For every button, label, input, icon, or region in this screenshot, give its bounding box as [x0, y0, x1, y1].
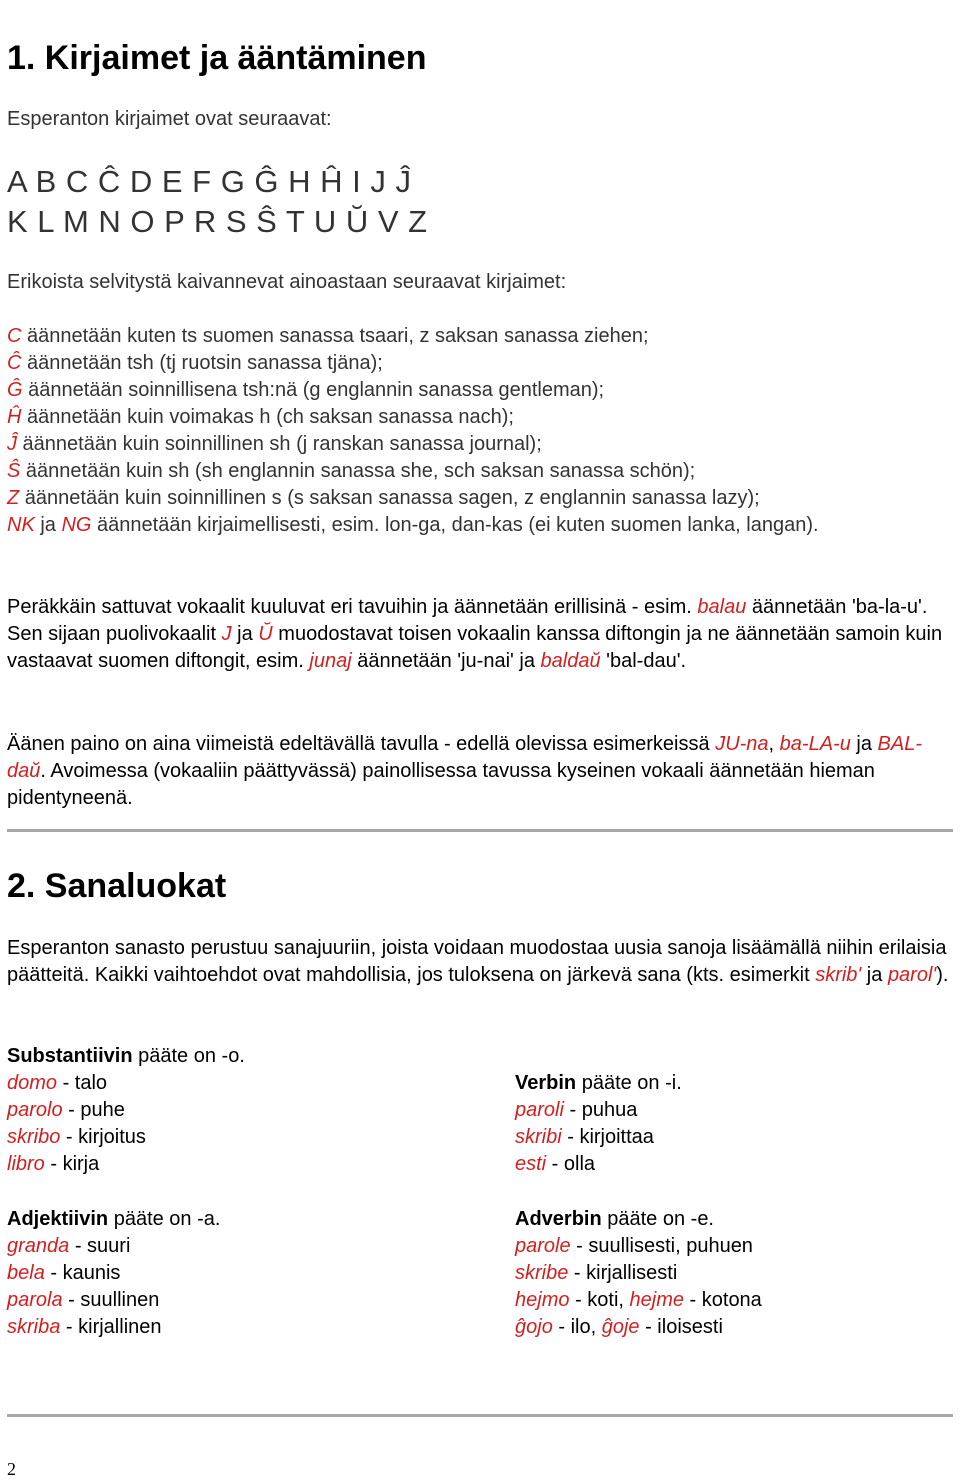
letter-description: äännetään kuten ts suomen sanassa tsaari, z saksan sanassa ziehen;: [21, 325, 649, 347]
alphabet-row-2: K L M N O P R S Ŝ T U Ŭ V Z: [7, 204, 428, 239]
letter-rule: [7, 377, 604, 404]
letter: Ĥ: [7, 406, 22, 428]
translation: - kirjallisesti: [568, 1262, 678, 1284]
example-item: [7, 1260, 220, 1287]
nk-ng-rule: [7, 512, 953, 539]
noun-block: [7, 1043, 245, 1178]
text: ja: [861, 964, 888, 986]
letter-description: äännetään kuin soinnillinen s (s saksan sanassa sagen, z englannin sanassa lazy);: [19, 487, 760, 509]
adverb-heading: [515, 1206, 762, 1233]
letter: Ĝ: [7, 379, 23, 401]
translation: - ilo,: [552, 1316, 602, 1338]
stress-paragraph: [7, 731, 953, 812]
adjective-heading: [7, 1206, 220, 1233]
translation: - puhua: [563, 1099, 638, 1121]
section-1-title: 1. Kirjaimet ja ääntäminen: [7, 39, 427, 77]
example-word: ĝojo: [515, 1316, 553, 1338]
example-word: granda: [7, 1235, 70, 1257]
translation: - kirjallinen: [60, 1316, 162, 1338]
section-2-title: 2. Sanaluokat: [7, 867, 227, 905]
translation: - suullinen: [62, 1289, 160, 1311]
letter-description: äännetään kuin voimakas h (ch saksan sanassa nach);: [21, 406, 514, 428]
translation: - kirjoittaa: [561, 1126, 654, 1148]
letter-ng: NG: [61, 514, 92, 536]
verb-heading: [515, 1070, 682, 1097]
example-item: [515, 1124, 682, 1151]
text: Peräkkäin sattuvat vokaalit kuuluvat eri tavuihin ja äännetään erillisinä - esim.: [7, 596, 698, 618]
adverb-block: [515, 1206, 762, 1341]
example-word: BAL-daŭ: [7, 733, 922, 782]
example-item: [515, 1287, 762, 1314]
example-word: skribi: [515, 1126, 562, 1148]
adjective-block: [7, 1206, 220, 1341]
translation: - talo: [57, 1072, 108, 1094]
letter: Ŝ: [7, 460, 21, 482]
ending-rule: pääte on -e.: [601, 1208, 714, 1230]
letter: Ĵ: [7, 433, 17, 455]
ending-rule: pääte on -a.: [108, 1208, 221, 1230]
letter-rule: [7, 350, 383, 377]
translation: - kaunis: [44, 1262, 121, 1284]
letter-rule: [7, 458, 695, 485]
translation: - koti,: [569, 1289, 630, 1311]
example-word: parole: [515, 1235, 571, 1257]
nk-ng-description: äännetään kirjaimellisesti, esim. lon-ga, dan-kas (ei kuten suomen lanka, langan).: [91, 514, 819, 536]
letter-description: äännetään soinnillisena tsh:nä (g englannin sanassa gentleman);: [22, 379, 605, 401]
letter: C: [7, 325, 22, 347]
text: muodostavat toisen vokaalin kanssa diftongin ja ne äännetään samoin kuin vastaavat suomen diftongit, esim.: [7, 623, 943, 672]
text: Esperanton sanasto perustuu sanajuuriin, joista voidaan muodostaa uusia sanoja lisäämällä niihin erilaisia päätteitä. Kaikki vaihtoehdot ovat mahdollisia, jos tuloksena on järkevä sana (kts. esimerkit: [7, 937, 947, 986]
example-item: [7, 1124, 245, 1151]
word-class-name: Substantiivin: [7, 1045, 133, 1067]
example-word: paroli: [515, 1099, 564, 1121]
translation: - suullisesti, puhuen: [570, 1235, 753, 1257]
example-word: parola: [7, 1289, 63, 1311]
letter-description: äännetään tsh (tj ruotsin sanassa tjäna);: [21, 352, 383, 374]
example-word: skribo: [7, 1126, 61, 1148]
section-divider: [7, 829, 953, 832]
example-item: [7, 1314, 220, 1341]
letter-rule: [7, 485, 760, 512]
word-class-name: Adverbin: [515, 1208, 602, 1230]
example-word: ĝoje: [601, 1316, 640, 1338]
example-word: parolo: [7, 1099, 63, 1121]
text: Äänen paino on aina viimeistä edeltävällä tavulla - edellä olevissa esimerkeissä: [7, 733, 716, 755]
translation: - kirja: [44, 1153, 100, 1175]
letter-rule: [7, 431, 542, 458]
example-word: esti: [515, 1153, 547, 1175]
verb-block: [515, 1070, 682, 1178]
example-word: baldaŭ: [540, 650, 601, 672]
letter-nk: NK: [7, 514, 35, 536]
example-word: skribe: [515, 1262, 569, 1284]
text: äännetään 'ju-nai' ja: [351, 650, 541, 672]
example-word: hejmo: [515, 1289, 570, 1311]
example-word: bela: [7, 1262, 45, 1284]
translation: - puhe: [62, 1099, 125, 1121]
letter-rule: [7, 323, 649, 350]
page-number: 2: [7, 1459, 16, 1479]
example-item: [7, 1151, 245, 1178]
translation: - kirjoitus: [60, 1126, 146, 1148]
example-item: [515, 1097, 682, 1124]
example-word: balau: [697, 596, 747, 618]
example-word: ba-LA-u: [779, 733, 851, 755]
special-letters-intro: Erikoista selvitystä kaivannevat ainoastaan seuraavat kirjaimet:: [7, 271, 567, 293]
letter-description: äännetään kuin sh (sh englannin sanassa she, sch saksan sanassa schön);: [20, 460, 696, 482]
example-word: skriba: [7, 1316, 61, 1338]
alphabet-intro: Esperanton kirjaimet ovat seuraavat:: [7, 108, 332, 130]
example-word: libro: [7, 1153, 45, 1175]
word-class-name: Adjektiivin: [7, 1208, 109, 1230]
example-word: JU-na: [715, 733, 769, 755]
ending-rule: pääte on -i.: [576, 1072, 682, 1094]
example-word: Ŭ: [258, 623, 273, 645]
vowels-paragraph: [7, 594, 953, 675]
letter-rule: [7, 404, 514, 431]
translation: - suuri: [69, 1235, 131, 1257]
translation: - kotona: [683, 1289, 762, 1311]
translation: - iloisesti: [639, 1316, 723, 1338]
text: äännetään 'ba-la-u'. Sen sijaan puolivokaalit: [7, 596, 928, 645]
example-item: [7, 1070, 245, 1097]
footer-divider: [7, 1414, 953, 1417]
example-item: [7, 1097, 245, 1124]
example-word: junaj: [309, 650, 352, 672]
example-word: parol': [887, 964, 937, 986]
noun-heading: [7, 1043, 245, 1070]
example-item: [515, 1151, 682, 1178]
text: ja: [850, 733, 878, 755]
alphabet-row-1: A B C Ĉ D E F G Ĝ H Ĥ I J Ĵ: [7, 164, 412, 199]
sanaluokat-intro-paragraph: [7, 935, 953, 989]
example-word: J: [221, 623, 232, 645]
example-item: [7, 1233, 220, 1260]
letter-description: äännetään kuin soinnillinen sh (j ranskan sanassa journal);: [17, 433, 542, 455]
example-word: skrib': [815, 964, 862, 986]
example-word: hejme: [629, 1289, 684, 1311]
text: 'bal-dau'.: [600, 650, 687, 672]
letter: Ĉ: [7, 352, 22, 374]
letter: Z: [7, 487, 20, 509]
translation: - olla: [546, 1153, 596, 1175]
text: ja: [231, 623, 259, 645]
conjunction: ja: [34, 514, 62, 536]
text: ,: [768, 733, 780, 755]
text: . Avoimessa (vokaaliin päättyvässä) painollisessa tavussa kyseinen vokaali äännetään hieman pidentyneenä.: [7, 760, 875, 809]
example-item: [7, 1287, 220, 1314]
example-word: domo: [7, 1072, 58, 1094]
example-item: [515, 1314, 762, 1341]
ending-rule: pääte on -o.: [132, 1045, 245, 1067]
example-item: [515, 1260, 762, 1287]
text: ).: [936, 964, 949, 986]
word-class-name: Verbin: [515, 1072, 577, 1094]
example-item: [515, 1233, 762, 1260]
